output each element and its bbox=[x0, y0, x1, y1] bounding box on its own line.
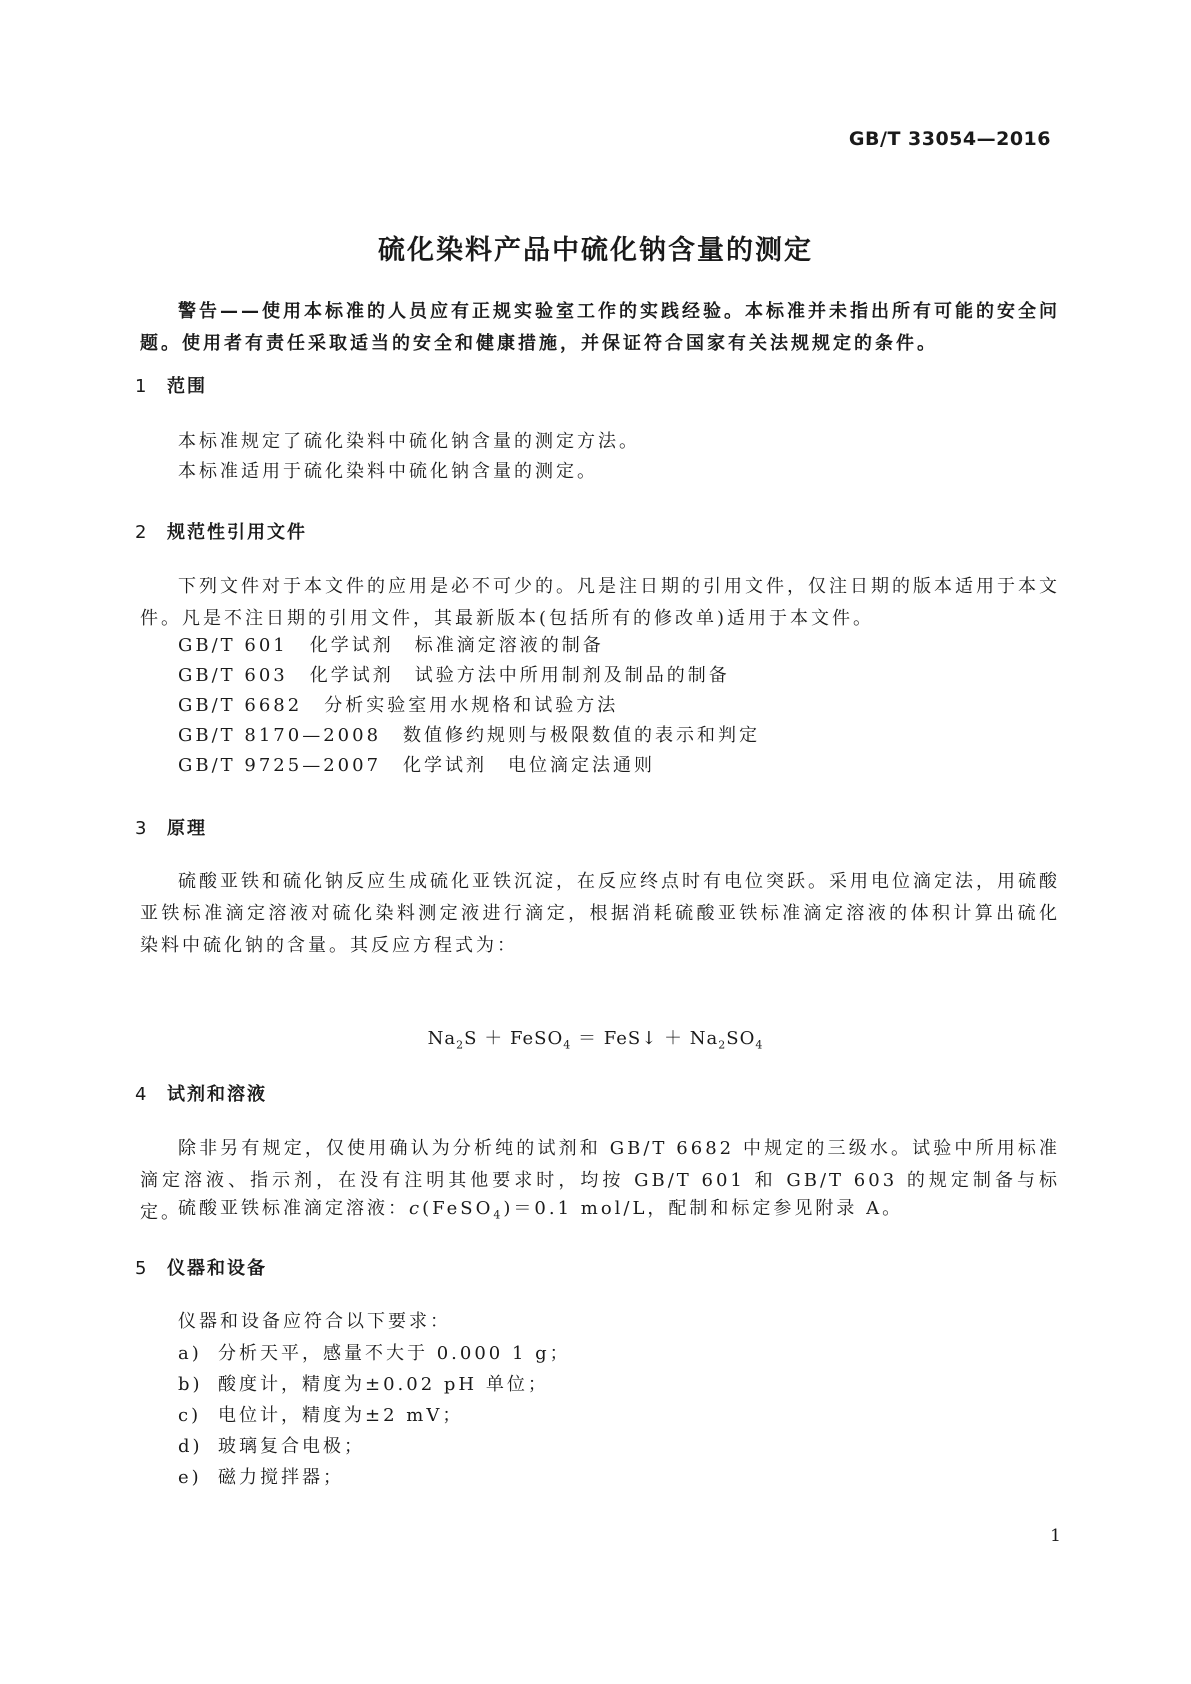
reference-item bbox=[178, 630, 604, 662]
reference-title: 化学试剂 标准滴定溶液的制备 bbox=[309, 635, 604, 656]
precipitate-arrow-icon: ↓ bbox=[641, 1028, 658, 1049]
section-title: 仪器和设备 bbox=[167, 1258, 267, 1279]
eq-equals: ＝ bbox=[577, 1028, 597, 1049]
standard-number: GB/T 33054—2016 bbox=[848, 128, 1051, 150]
section-title: 试剂和溶液 bbox=[167, 1084, 267, 1105]
eq-na2so4: $Na_2SO_4$ bbox=[689, 1028, 764, 1052]
list-item: d) 玻璃复合电极； bbox=[178, 1436, 365, 1457]
section-title: 规范性引用文件 bbox=[167, 522, 307, 543]
section-2-heading bbox=[135, 518, 307, 544]
scope-paragraph-1: 本标准规定了硫化染料中硫化钠含量的测定方法。 bbox=[178, 431, 640, 452]
list-item: e) 磁力搅拌器； bbox=[178, 1467, 344, 1488]
reaction-equation bbox=[0, 1024, 1191, 1052]
eq-na2s: $Na_2S$ bbox=[427, 1028, 478, 1052]
reference-title: 化学试剂 电位滴定法通则 bbox=[403, 755, 656, 776]
list-item: a) 分析天平，感量不大于 0.000 1 g； bbox=[178, 1343, 571, 1364]
reference-item bbox=[178, 750, 655, 782]
section-number: 3 bbox=[135, 818, 149, 839]
list-item: c) 电位计，精度为±2 mV； bbox=[178, 1405, 464, 1426]
section-1-heading bbox=[135, 372, 207, 398]
section-4-heading bbox=[135, 1080, 267, 1106]
eq-plus: ＋ bbox=[664, 1028, 684, 1049]
document-title: 硫化染料产品中硫化钠含量的测定 bbox=[378, 235, 813, 266]
references-intro: 下列文件对于本文件的应用是必不可少的。凡是注日期的引用文件，仅注日期的版本适用于本文件。凡是不注日期的引用文件，其最新版本(包括所有的修改单)适用于本文件。 bbox=[140, 576, 1060, 629]
reference-title: 化学试剂 试验方法中所用制剂及制品的制备 bbox=[309, 665, 730, 686]
section-5-heading bbox=[135, 1254, 267, 1280]
reference-code: GB/T 601 bbox=[178, 635, 288, 656]
reference-item bbox=[178, 690, 618, 722]
reference-code: GB/T 6682 bbox=[178, 695, 303, 716]
section-title: 原理 bbox=[167, 818, 207, 839]
section-number: 5 bbox=[135, 1258, 149, 1279]
reference-code: GB/T 8170—2008 bbox=[178, 725, 382, 746]
reference-item bbox=[178, 660, 730, 692]
eq-plus: ＋ bbox=[484, 1028, 504, 1049]
principle-paragraph: 硫酸亚铁和硫化钠反应生成硫化亚铁沉淀，在反应终点时有电位突跃。采用电位滴定法，用硫酸亚铁标准滴定溶液对硫化染料测定液进行滴定，根据消耗硫酸亚铁标准滴定溶液的体积计算出硫化染料中硫化钠的含量。其反应方程式为： bbox=[140, 871, 1060, 956]
list-item: b) 酸度计，精度为±0.02 pH 单位； bbox=[178, 1374, 549, 1395]
eq-feso4: FeSO$_4$ bbox=[509, 1028, 572, 1052]
page-number: 1 bbox=[1050, 1526, 1061, 1546]
eq-fes: FeS bbox=[603, 1028, 642, 1049]
reagents-paragraph: 除非另有规定，仅使用确认为分析纯的试剂和 GB/T 6682 中规定的三级水。试验中所用标准滴定溶液、指示剂，在没有注明其他要求时，均按 GB/T 601 和 GB/T 603 的规定制备与标定。 bbox=[140, 1138, 1060, 1223]
apparatus-intro: 仪器和设备应符合以下要求： bbox=[178, 1311, 451, 1332]
section-number: 4 bbox=[135, 1084, 149, 1105]
reference-title: 数值修约规则与极限数值的表示和判定 bbox=[403, 725, 761, 746]
section-3-heading bbox=[135, 814, 207, 840]
reference-title: 分析实验室用水规格和试验方法 bbox=[324, 695, 619, 716]
reference-code: GB/T 603 bbox=[178, 665, 288, 686]
reference-item bbox=[178, 720, 760, 752]
section-title: 范围 bbox=[167, 376, 207, 397]
warning-paragraph: 警告——使用本标准的人员应有正规实验室工作的实践经验。本标准并未指出所有可能的安全问题。使用者有责任采取适当的安全和健康措施，并保证符合国家有关法规规定的条件。 bbox=[140, 301, 1060, 354]
ferrous-sulfate-solution: 硫酸亚铁标准滴定溶液：c(FeSO$_4$)＝0.1 mol/L，配制和标定参见附录 A。 bbox=[178, 1198, 904, 1222]
reference-code: GB/T 9725—2007 bbox=[178, 755, 382, 776]
section-number: 1 bbox=[135, 376, 149, 397]
section-number: 2 bbox=[135, 522, 149, 543]
scope-paragraph-2: 本标准适用于硫化染料中硫化钠含量的测定。 bbox=[178, 461, 598, 482]
